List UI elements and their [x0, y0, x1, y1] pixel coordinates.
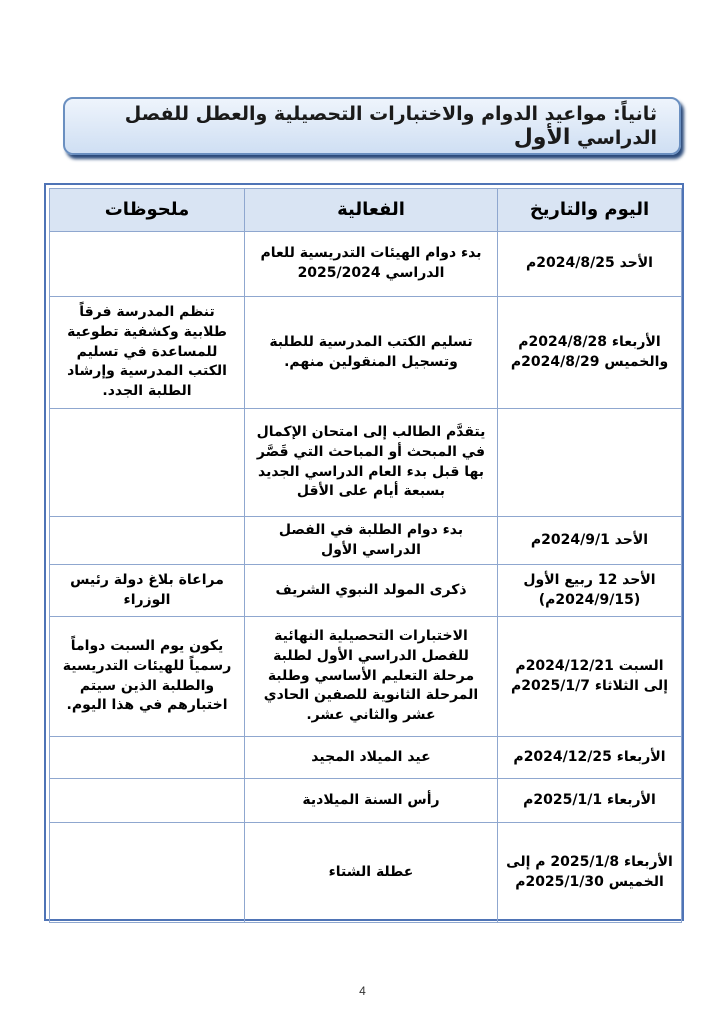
cell-event: عطلة الشتاء: [245, 823, 498, 923]
cell-notes: مراعاة بلاغ دولة رئيس الوزراء: [50, 565, 245, 617]
cell-event: تسليم الكتب المدرسية للطلبة وتسجيل المنقولين منهم.: [245, 297, 498, 409]
cell-notes: يكون يوم السبت دواماً رسمياً للهيئات التدريسية والطلبة الذين سيتم اختبارهم في هذا اليوم.: [50, 617, 245, 737]
table-row: [50, 232, 682, 297]
cell-notes: تنظم المدرسة فرقاً طلابية وكشفية تطوعية للمساعدة في تسليم الكتب المدرسية وإرشاد الطلبة الجدد.: [50, 297, 245, 409]
table-row: [50, 617, 682, 737]
cell-notes: [50, 409, 245, 517]
table-row: [50, 409, 682, 517]
table-header-row: [50, 189, 682, 232]
cell-event: رأس السنة الميلادية: [245, 779, 498, 823]
header-notes: ملحوظات: [50, 189, 245, 232]
section-title: [65, 103, 657, 150]
cell-date: الأربعاء 2025/1/8 م إلى الخميس 2025/1/30م: [498, 823, 682, 923]
cell-event: بدء دوام الطلبة في الفصل الدراسي الأول: [245, 517, 498, 565]
table-row: [50, 565, 682, 617]
cell-notes: [50, 779, 245, 823]
table-row: [50, 297, 682, 409]
cell-date: الأحد 2024/9/1م: [498, 517, 682, 565]
cell-event: بدء دوام الهيئات التدريسية للعام الدراسي 2025/2024: [245, 232, 498, 297]
cell-date: السبت 2024/12/21م إلى الثلاثاء 2025/1/7م: [498, 617, 682, 737]
section-title-emphasis: الأول: [513, 124, 571, 150]
table-row: [50, 517, 682, 565]
cell-event: الاختبارات التحصيلية النهائية للفصل الدراسي الأول لطلبة مرحلة التعليم الأساسي وطلبة المرحلة الثانوية للصفين الحادي عشر والثاني عشر.: [245, 617, 498, 737]
cell-date: الأربعاء 2025/1/1م: [498, 779, 682, 823]
cell-date: الأربعاء 2024/12/25م: [498, 737, 682, 779]
table-row: [50, 737, 682, 779]
cell-date: [498, 409, 682, 517]
section-title-box: [63, 97, 681, 155]
cell-date: الأربعاء 2024/8/28م والخميس 2024/8/29م: [498, 297, 682, 409]
page-number: 4: [359, 984, 366, 998]
cell-notes: [50, 823, 245, 923]
cell-date: الأحد 12 ربيع الأول (2024/9/15م): [498, 565, 682, 617]
cell-notes: [50, 737, 245, 779]
cell-notes: [50, 517, 245, 565]
header-event: الفعالية: [245, 189, 498, 232]
header-date: اليوم والتاريخ: [498, 189, 682, 232]
schedule-table: [49, 188, 682, 923]
cell-event: عيد الميلاد المجيد: [245, 737, 498, 779]
schedule-frame: [44, 183, 684, 921]
cell-event: يتقدَّم الطالب إلى امتحان الإكمال في المبحث أو المباحث التي قَصَّر بها قبل بدء العام الدراسي الجديد بسبعة أيام على الأقل: [245, 409, 498, 517]
table-row: [50, 779, 682, 823]
cell-notes: [50, 232, 245, 297]
cell-event: ذكرى المولد النبوي الشريف: [245, 565, 498, 617]
cell-date: الأحد 2024/8/25م: [498, 232, 682, 297]
table-row: [50, 823, 682, 923]
section-title-main: ثانياً: مواعيد الدوام والاختبارات التحصيلية والعطل للفصل الدراسي: [124, 102, 657, 149]
